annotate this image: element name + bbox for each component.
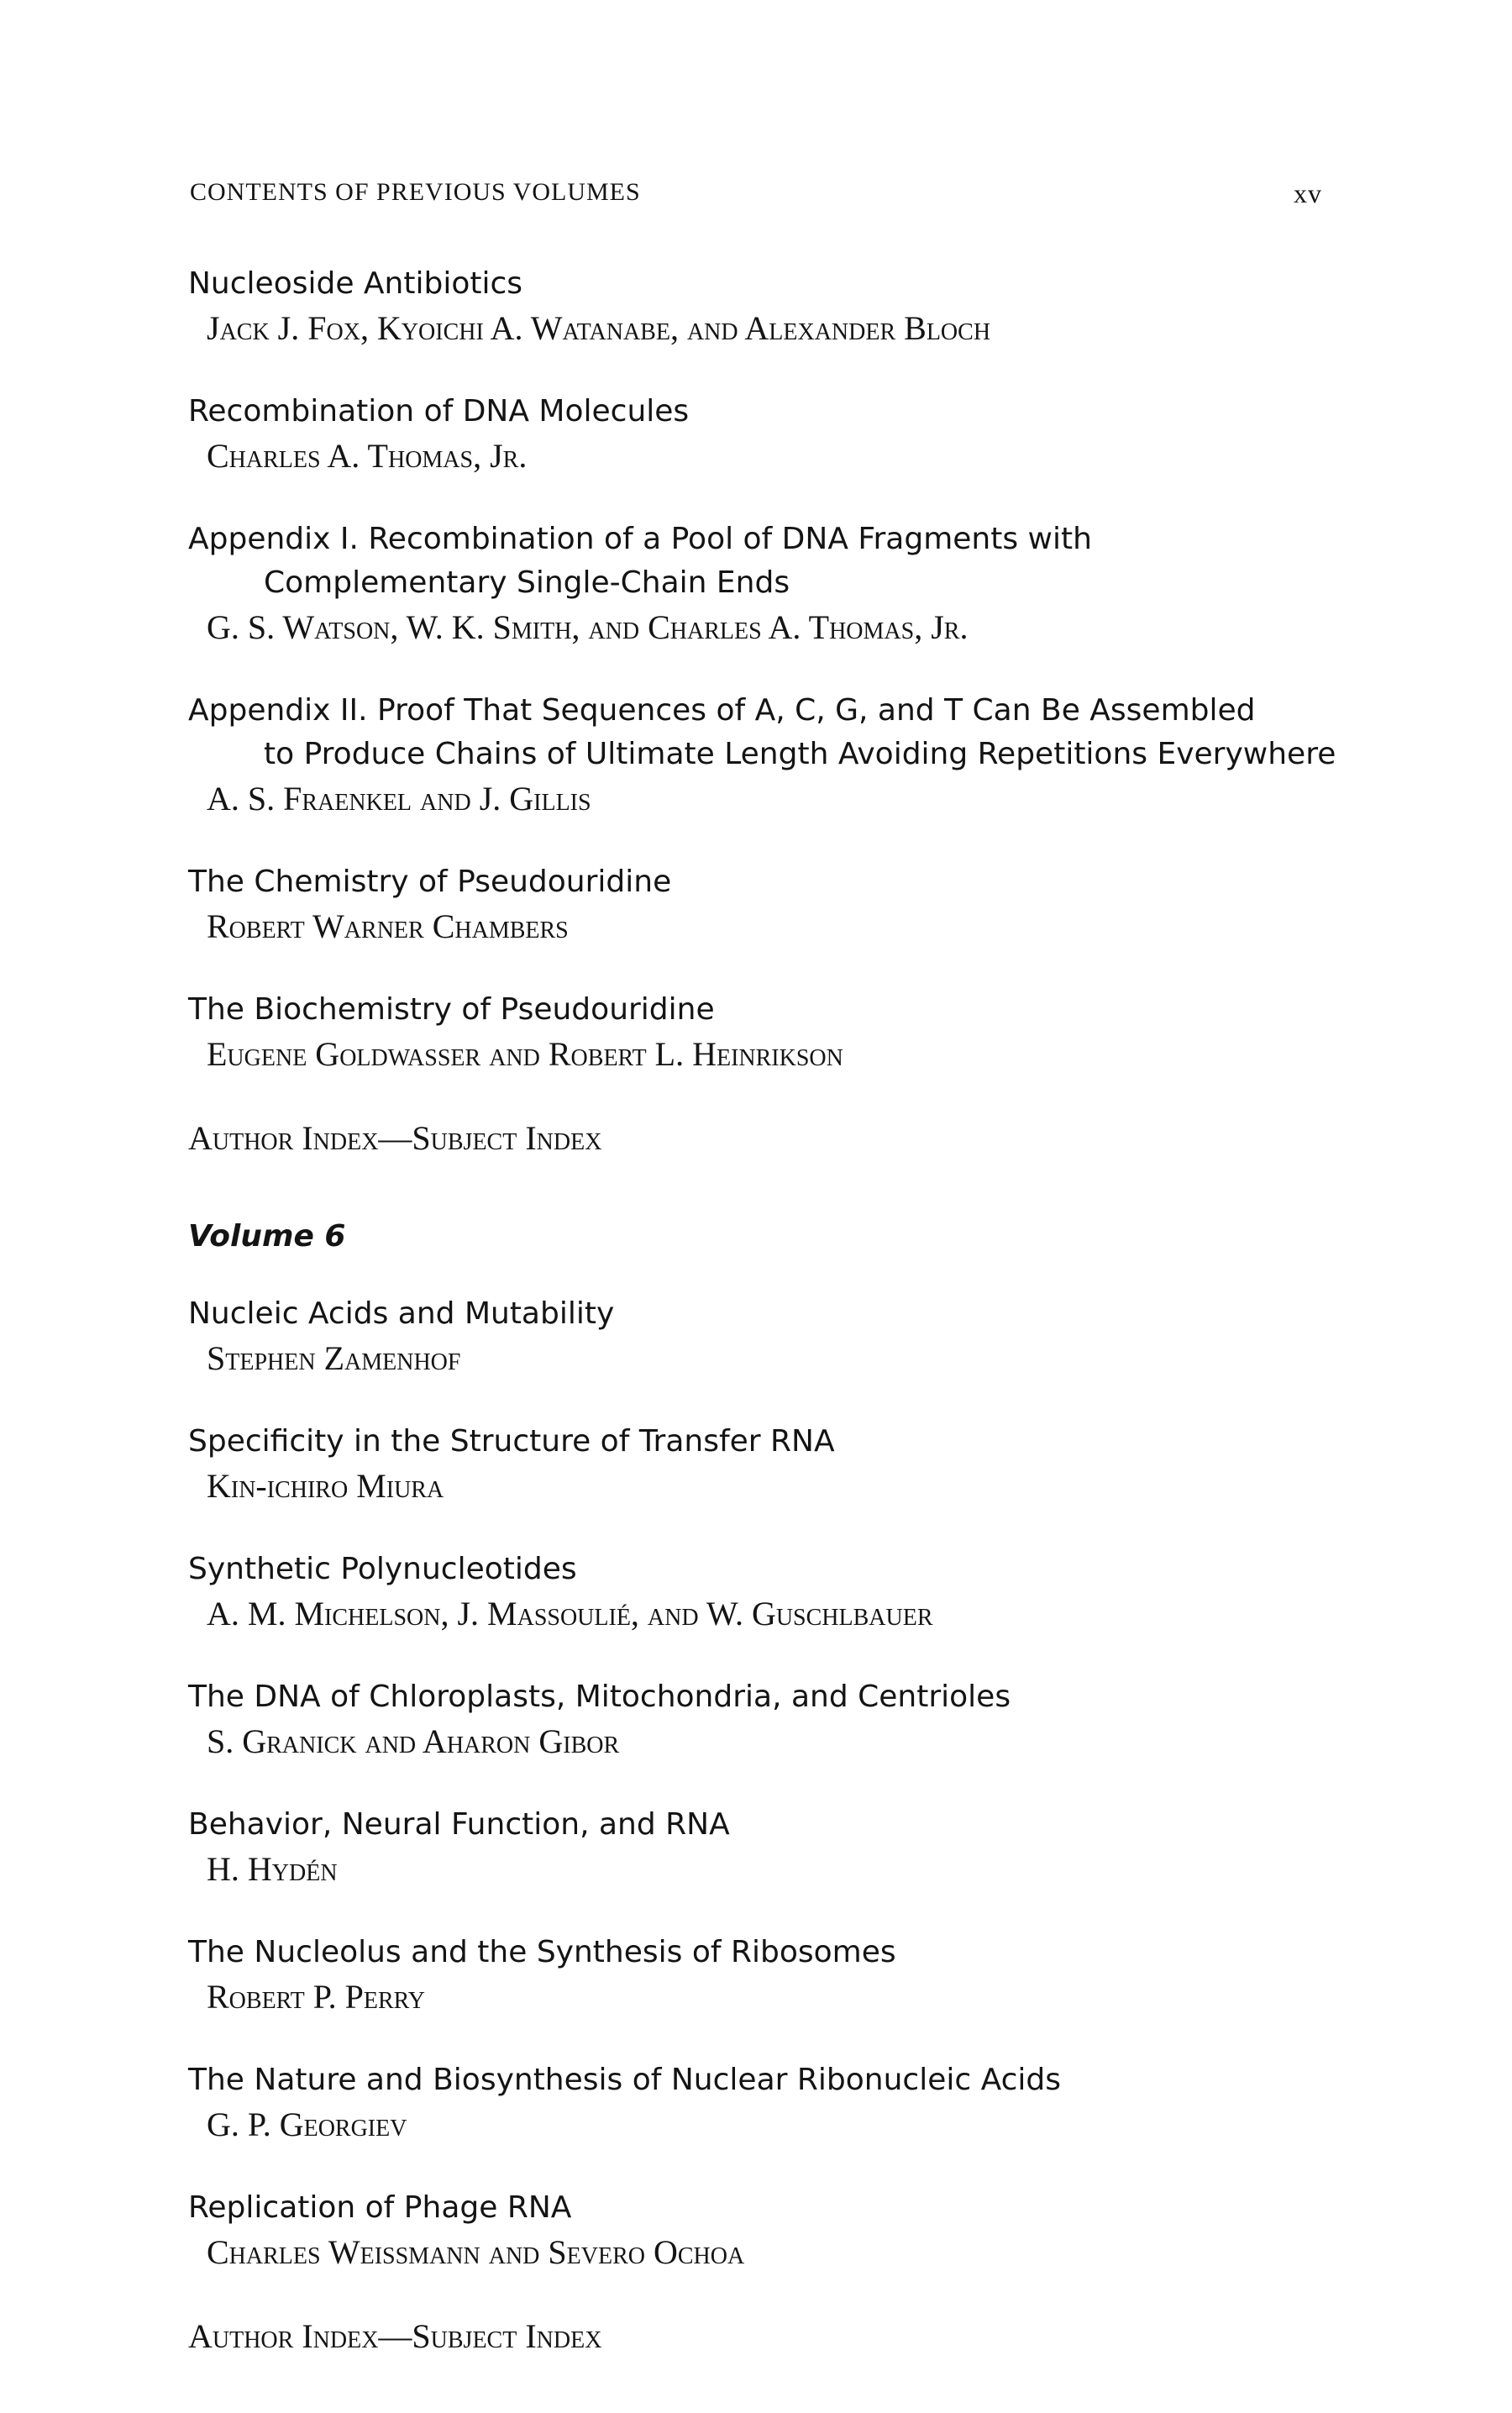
contents-list bbox=[188, 262, 1347, 2413]
chapter-authors: Stephen Zamenhof bbox=[207, 1339, 461, 1377]
chapter-authors: A. M. Michelson, J. Massoulié, and W. Guschlbauer bbox=[207, 1595, 933, 1632]
chapter-authors: Robert P. Perry bbox=[207, 1978, 425, 2016]
chapter-authors: Kin-ichiro Miura bbox=[207, 1467, 444, 1505]
chapter-title: Recombination of DNA Molecules bbox=[188, 394, 690, 428]
contents-entry bbox=[188, 1675, 1347, 1764]
chapter-title bbox=[188, 689, 1347, 776]
chapter-authors: G. P. Georgiev bbox=[207, 2105, 407, 2143]
chapter-title-continuation: Complementary Single-Chain Ends bbox=[264, 565, 790, 600]
author-subject-index: Author Index—Subject Index bbox=[188, 2317, 602, 2355]
chapter-title: The Nucleolus and the Synthesis of Ribosomes bbox=[188, 1935, 896, 1969]
chapter-authors: Charles A. Thomas, Jr. bbox=[207, 437, 528, 475]
running-head bbox=[190, 178, 1322, 212]
contents-entry bbox=[188, 1292, 1347, 1381]
chapter-title-line: Appendix I. Recombination of a Pool of DNA Fragments with bbox=[188, 522, 1092, 556]
chapter-authors: A. S. Fraenkel and J. Gillis bbox=[207, 780, 591, 817]
contents-entry bbox=[188, 1931, 1347, 2020]
contents-entry bbox=[188, 390, 1347, 479]
author-subject-index: Author Index—Subject Index bbox=[188, 1119, 602, 1157]
chapter-title-continuation: to Produce Chains of Ultimate Length Avoiding Repetitions Everywhere bbox=[264, 737, 1336, 771]
contents-entry bbox=[188, 2058, 1347, 2148]
chapter-authors: Eugene Goldwasser and Robert L. Heinrikson bbox=[207, 1035, 843, 1073]
chapter-authors: Robert Warner Chambers bbox=[207, 907, 569, 945]
chapter-title: Nucleoside Antibiotics bbox=[188, 266, 523, 301]
chapter-authors: Charles Weissmann and Severo Ochoa bbox=[207, 2233, 745, 2271]
contents-entry bbox=[188, 860, 1347, 949]
page-number: xv bbox=[1294, 178, 1322, 208]
chapter-title: Specificity in the Structure of Transfer RNA bbox=[188, 1424, 835, 1459]
chapter-authors: S. Granick and Aharon Gibor bbox=[207, 1722, 620, 1760]
contents-entry bbox=[188, 1803, 1347, 1892]
chapter-title: The Nature and Biosynthesis of Nuclear Ribonucleic Acids bbox=[188, 2063, 1061, 2097]
chapter-title: Nucleic Acids and Mutability bbox=[188, 1296, 615, 1331]
chapter-title: Replication of Phage RNA bbox=[188, 2190, 572, 2225]
chapter-title: The Chemistry of Pseudouridine bbox=[188, 865, 672, 899]
chapter-authors: G. S. Watson, W. K. Smith, and Charles A. Thomas, Jr. bbox=[207, 608, 969, 646]
contents-entry bbox=[188, 689, 1347, 822]
chapter-title: Synthetic Polynucleotides bbox=[188, 1552, 577, 1586]
contents-entry bbox=[188, 518, 1347, 650]
running-title: CONTENTS OF PREVIOUS VOLUMES bbox=[190, 178, 641, 206]
chapter-title: The Biochemistry of Pseudouridine bbox=[188, 992, 715, 1027]
chapter-title: Behavior, Neural Function, and RNA bbox=[188, 1807, 730, 1842]
chapter-title: The DNA of Chloroplasts, Mitochondria, and Centrioles bbox=[188, 1680, 1011, 1714]
contents-entry bbox=[188, 2186, 1347, 2275]
chapter-authors: H. Hydén bbox=[207, 1850, 338, 1888]
chapter-title bbox=[188, 518, 1347, 605]
contents-entry bbox=[188, 262, 1347, 351]
chapter-title-line: Appendix II. Proof That Sequences of A, C, G, and T Can Be Assembled bbox=[188, 693, 1256, 728]
contents-entry bbox=[188, 1548, 1347, 1637]
contents-entry bbox=[188, 988, 1347, 1077]
volume-heading: Volume 6 bbox=[188, 1219, 346, 1254]
contents-entry bbox=[188, 1420, 1347, 1509]
chapter-authors: Jack J. Fox, Kyoichi A. Watanabe, and Alexander Bloch bbox=[207, 309, 991, 347]
